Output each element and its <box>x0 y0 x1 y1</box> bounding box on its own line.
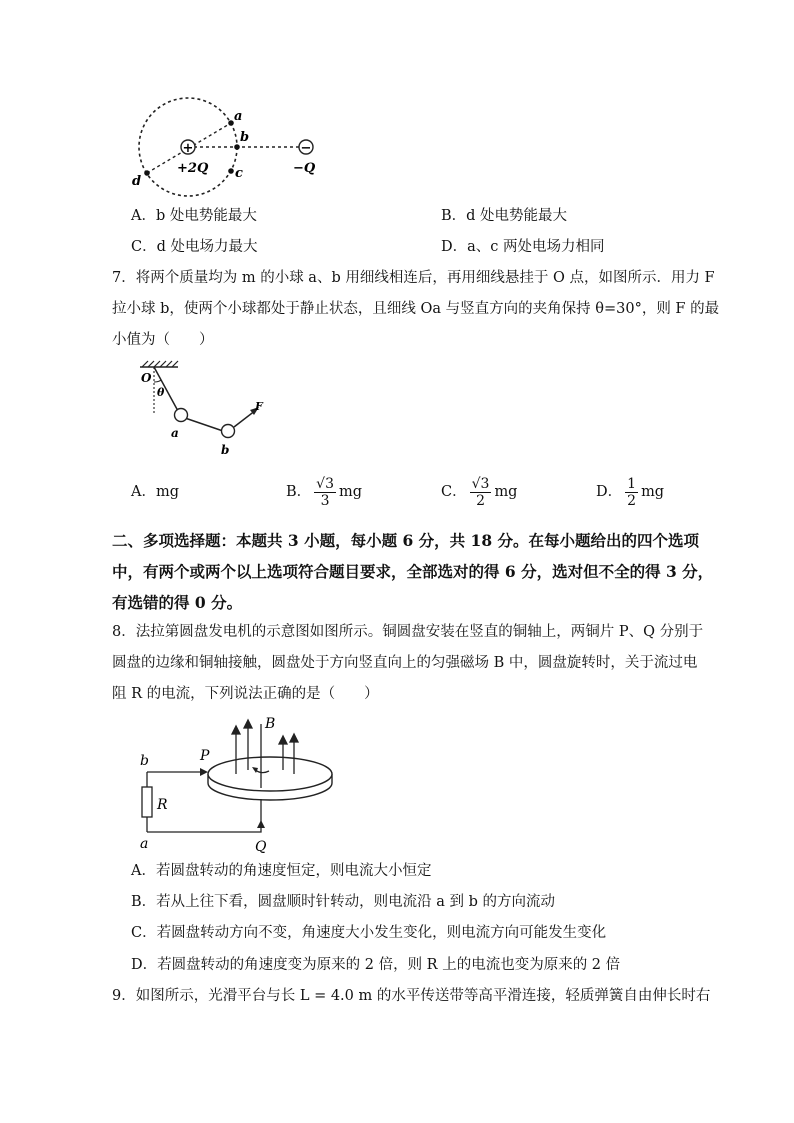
q8-arrow-q <box>257 820 265 828</box>
q7-option-b[interactable] <box>286 468 362 516</box>
q7-option-c[interactable] <box>441 468 517 516</box>
q7-option-c-prefix: C． <box>441 484 467 500</box>
q6-label-d: d <box>132 174 142 189</box>
q7-option-d-numerator: 1 <box>627 475 637 492</box>
q8-label-b-field: B <box>265 716 276 732</box>
q6-figure <box>120 90 340 200</box>
q8-label-b-terminal: b <box>140 753 149 769</box>
q7-stem-line2: 拉小球 b，使两个小球都处于静止状态，且细线 Oa 与竖直方向的夹角保持 θ=30°，则 F 的最 <box>112 301 720 317</box>
q7-option-b-denominator: 3 <box>320 492 330 509</box>
q6-point-b <box>234 144 240 150</box>
q7-label-o: O <box>141 371 152 385</box>
q7-option-b-prefix: B． <box>286 484 312 500</box>
q7-option-a[interactable] <box>131 482 179 502</box>
q8-arrow-p <box>200 768 208 776</box>
section2-heading-line3: 有选错的得 0 分。 <box>112 593 243 612</box>
q6-option-c[interactable]: C．d 处电场力最大 <box>131 239 258 255</box>
q6-positive-sign: + <box>182 141 194 156</box>
q8-wire-bottom <box>147 822 261 832</box>
q6-option-a[interactable]: A．b 处电势能最大 <box>131 208 257 224</box>
q7-stem-line3: 小值为（ ） <box>112 332 214 348</box>
q7-option-c-fraction <box>470 476 492 509</box>
q7-ball-b <box>222 425 235 438</box>
q8-option-a[interactable]: A．若圆盘转动的角速度恒定，则电流大小恒定 <box>131 863 432 879</box>
section2-heading-line2: 中，有两个或两个以上选项符合题目要求，全部选对的得 6 分，选对但不全的得 3 分， <box>112 562 714 581</box>
q7-option-d[interactable] <box>596 468 664 516</box>
q7-string-ab <box>185 418 223 431</box>
q8-label-p: P <box>200 748 210 764</box>
q8-stem-line3: 阻 R 的电流，下列说法正确的是（ ） <box>112 686 379 702</box>
q8-label-r: R <box>157 797 168 813</box>
section2-heading-line1: 二、多项选择题：本题共 3 小题，每小题 6 分，共 18 分。在每小题给出的四个选项 <box>112 531 700 550</box>
q7-figure <box>128 360 278 460</box>
q8-label-q: Q <box>255 839 267 855</box>
q8-disk-top <box>208 757 332 791</box>
q7-option-d-denominator: 2 <box>627 492 637 509</box>
q6-label-b: b <box>240 130 250 145</box>
q7-label-a: a <box>171 426 179 440</box>
q8-resistor <box>142 787 152 817</box>
q7-option-d-fraction <box>625 476 638 509</box>
q7-option-b-numerator: √3 <box>316 475 334 492</box>
q8-stem-line1: 8．法拉第圆盘发电机的示意图如图所示。铜圆盘安装在竖直的铜轴上，两铜片 P、Q 分别于 <box>112 624 704 640</box>
q8-figure <box>130 712 380 857</box>
q8-stem-line2: 圆盘的边缘和铜轴接触，圆盘处于方向竖直向上的匀强磁场 B 中，圆盘旋转时，关于流过电 <box>112 655 698 671</box>
q6-option-d[interactable]: D．a、c 两处电场力相同 <box>441 239 605 255</box>
q6-point-d <box>144 170 150 176</box>
q7-option-d-unit: mg <box>641 484 665 500</box>
q9-stem-line1: 9．如图所示，光滑平台与长 L = 4.0 m 的水平传送带等高平滑连接，轻质弹簧自由伸长时右 <box>112 988 711 1004</box>
q7-ceiling-hatch <box>142 361 178 367</box>
q6-option-b[interactable]: B．d 处电势能最大 <box>441 208 568 224</box>
q7-angle-arc <box>154 380 161 382</box>
q6-label-minusq: −Q <box>293 161 316 176</box>
q7-option-d-prefix: D． <box>596 484 623 500</box>
q8-option-b[interactable]: B．若从上往下看，圆盘顺时针转动，则电流沿 a 到 b 的方向流动 <box>131 894 556 910</box>
q7-label-f: F <box>255 400 263 413</box>
q7-label-theta: θ <box>157 386 165 399</box>
q7-stem-line1: 7．将两个质量均为 m 的小球 a、b 用细线相连后，再用细线悬挂于 O 点，如图所示．用力 F <box>112 270 715 286</box>
q7-ball-a <box>175 409 188 422</box>
q6-label-a: a <box>234 109 243 124</box>
q7-option-b-fraction <box>314 476 336 509</box>
q7-option-a-value: mg <box>155 484 180 500</box>
q6-negative-sign: − <box>300 141 312 156</box>
q8-option-c[interactable]: C．若圆盘转动方向不变，角速度大小发生变化，则电流方向可能发生变化 <box>131 925 607 941</box>
q7-label-b: b <box>221 443 230 457</box>
q6-label-plus2q: +2Q <box>177 161 209 176</box>
q7-option-c-unit: mg <box>494 484 518 500</box>
q7-option-c-numerator: √3 <box>471 475 490 492</box>
q7-option-c-denominator: 2 <box>476 492 485 509</box>
q8-label-a-terminal: a <box>140 836 149 852</box>
q8-option-d[interactable]: D．若圆盘转动的角速度变为原来的 2 倍，则 R 上的电流也变为原来的 2 倍 <box>131 957 621 973</box>
q6-point-a <box>228 120 234 126</box>
q7-option-a-prefix: A． <box>131 484 156 500</box>
q7-option-b-unit: mg <box>338 484 363 500</box>
q6-label-c: c <box>235 166 243 181</box>
q6-point-c <box>228 168 234 174</box>
